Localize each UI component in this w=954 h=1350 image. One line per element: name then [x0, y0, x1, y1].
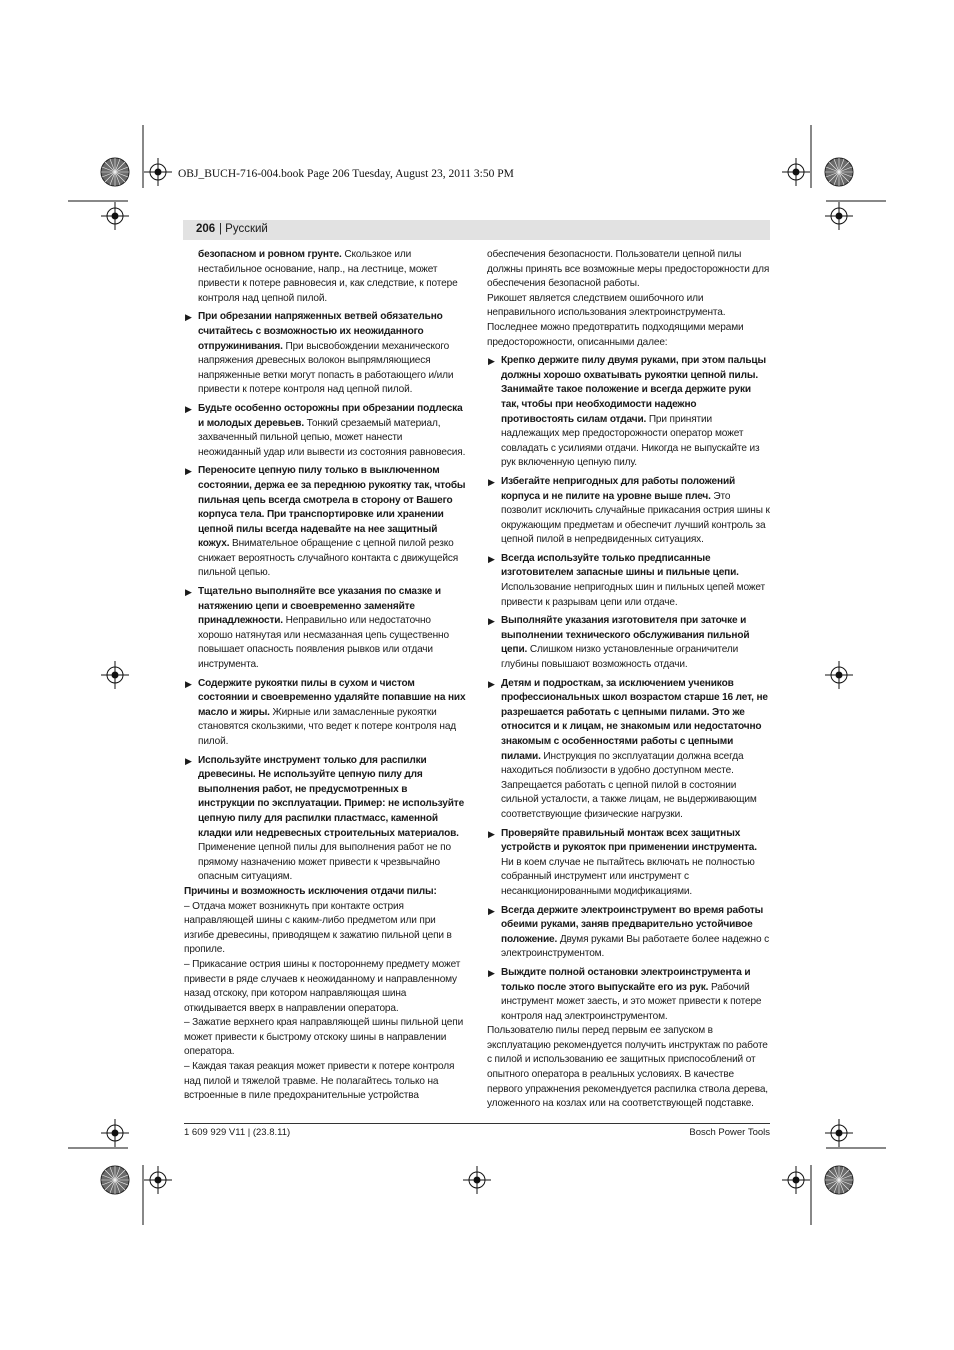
- dash-item: – Каждая такая реакция может привести к потере контроля над пилой и тяжелой травме. Не полагайтесь только на встроенные в пиле предохранительные устройства: [184, 1061, 455, 1102]
- footer-brand: Bosch Power Tools: [689, 1127, 770, 1138]
- bullet-icon: ▶: [185, 755, 192, 766]
- registration-rosette-icon: [101, 158, 129, 186]
- bullet-icon: ▶: [185, 403, 192, 414]
- registration-cross-icon: [101, 1119, 129, 1147]
- list-item: ▶ Переносите цепную пилу только в выключенном состоянии, держа ее за переднюю рукоятку так, чтобы пильная цепь всегда смотрела в сторону от Вашего корпуса тела. При транспортировке или хранении цепной пилы всегда надевайте на нее защитный кожух. Внимательное обращение с цепной пилой резко снижает вероятность случайного контакта с движущейся пильной цепью.: [185, 465, 466, 579]
- registration-rosette-icon: [825, 158, 853, 186]
- paragraph: безопасном и ровном грунте. Скользкое или нестабильное основание, напр., на лестнице, может привести к потере равновесия и, как следствие, к потере контроля над цепной пилой.: [198, 249, 458, 304]
- paragraph: обеспечения безопасности. Пользователи цепной пилы должны принять все возможные меры предосторожности для обеспечения безопасной работы.: [487, 249, 770, 290]
- list-item: ▶ Избегайте непригодных для работы положений корпуса и не пилите на уровне выше плеч. Это позволит исключить случайные прикасания острия шины к окружающим предметам и обеспечит лучший контроль за цепной пилой в непредвиденных ситуациях.: [488, 475, 770, 546]
- dash-item: – Прикасание острия шины к постороннему предмету может привести в ряде случаев к неожиданному и направленному назад отскоку, при котором направляющая шина откидывается вверх в направлении оператора.: [184, 958, 461, 1014]
- list-item: ▶ Тщательно выполняйте все указания по смазке и натяжению цепи и своевременно заменяйте принадлежности. Неправильно или недостаточно хорошо натянутая или несмазанная цепь существенно повышает опасность появления рывков или отдачи инструмента.: [185, 586, 449, 671]
- list-item: ▶ Выполняйте указания изготовителя при заточке и выполнении технического обслуживания пильной цепи. Слишком низко установленные ограничители глубины повышают возможность отдачи.: [488, 615, 750, 671]
- bullet-icon: ▶: [488, 967, 495, 978]
- registration-cross-icon: [825, 661, 853, 689]
- bullet-icon: ▶: [488, 616, 495, 627]
- language-label: | Русский: [219, 223, 268, 235]
- list-item: ▶ При обрезании напряженных ветвей обязательно считайтесь с возможностью их неожиданного отпружинивания. При высвобождении механического напряжения древесных волокон выпрямляющиеся напряженные ветки могут попасть в работающего и/или привести к потере контроля над цепной пилой.: [185, 311, 454, 396]
- page-number: 206: [196, 223, 216, 235]
- footer-doc-number: 1 609 929 V11 | (23.8.11): [184, 1127, 291, 1138]
- bullet-icon: ▶: [488, 476, 495, 487]
- registration-rosette-icon: [101, 1166, 129, 1194]
- registration-cross-icon: [101, 661, 129, 689]
- bullet-icon: ▶: [185, 466, 192, 477]
- registration-cross-icon: [144, 158, 172, 186]
- registration-cross-icon: [825, 1119, 853, 1147]
- list-item: ▶ Используйте инструмент только для распилки древесины. Не используйте цепную пилу для выполнения работ, не предусмотренных в инструкции по эксплуатации. Пример: не используйте цепную пилу для распилки пластмасс, каменной кладки или недревесных строительных материалов. Применение цепной пилы для выполнения работ не по прямому назначению может привести к чрезвычайно опасным ситуациям.: [185, 754, 465, 883]
- dash-item: – Отдача может возникнуть при контакте острия направляющей шины с каким-либо предметом или при изгибе древесины, приводящем к зажатию пильной цепи в пропиле.: [184, 900, 452, 956]
- bullet-icon: ▶: [185, 678, 192, 689]
- section-heading: Причины и возможность исключения отдачи пилы:: [184, 885, 437, 897]
- registration-rosette-icon: [825, 1166, 853, 1194]
- bullet-icon: ▶: [488, 828, 495, 839]
- bullet-icon: ▶: [488, 905, 495, 916]
- registration-cross-icon: [782, 158, 810, 186]
- list-item: ▶ Всегда используйте только предписанные изготовителем запасные шины и пильные цепи. Использование непригодных шин и пильных цепей может привести к разрывам цепи или отдаче.: [488, 552, 765, 608]
- list-item: ▶ Крепко держите пилу двумя руками, при этом пальцы должны хорошо охватывать рукоятки цепной пилы. Занимайте такое положение и всегда держите руки так, чтобы при необходимости надежно противостоять силам отдачи. При принятии надлежащих мер предосторожности оператор может совладать с усилиями отдачи. Никогда не выпускайте из рук включенную цепную пилу.: [488, 355, 766, 469]
- registration-cross-icon: [782, 1166, 810, 1194]
- list-item: ▶ Проверяйте правильный монтаж всех защитных устройств и рукояток при применении инструмента. Ни в коем случае не пытайтесь включать не полностью собранный инструмент или инструмент с несанкционированными модификациями.: [488, 827, 757, 897]
- list-item: ▶ Выждите полной остановки электроинструмента и только после этого выпускайте его из рук. Рабочий инструмент может заесть, и это может привести к потере контроля над электроинструментом.: [488, 966, 762, 1022]
- list-item: ▶ Содержите рукоятки пилы в сухом и чистом состоянии и своевременно удаляйте попавшие на них масло и жиры. Жирные или замасленные рукоятки становятся скользкими, что ведет к потере контроля над пилой.: [185, 677, 466, 747]
- bullet-icon: ▶: [488, 678, 495, 689]
- registration-cross-icon: [825, 202, 853, 230]
- list-item: ▶ Детям и подросткам, за исключением учеников профессиональных школ возрастом старше 16 лет, не разрешается работать с цепными пилами. Это же относится и к лицам, не знакомым или недостаточно знакомым с особенностями работы с цепными пилами. Инструкция по эксплуатации должна всегда находиться поблизости в удобно доступном месте. Запрещается работать с цепной пилой в состоянии сильной усталости, а также лицам, не выдерживающим соответствующие физические нагрузки.: [488, 677, 768, 820]
- print-info: OBJ_BUCH-716-004.book Page 206 Tuesday, August 23, 2011 3:50 PM: [178, 168, 514, 180]
- paragraph: Пользователю пилы перед первым ее запуском в эксплуатацию рекомендуется получить инструктаж по работе с пилой и использованию ее защитных приспособлений от опытного оператора в реальных условиях. В качестве первого упражнения рекомендуется распилка ствола дерева, уложенного на козлах или на соответствующей подставке.: [487, 1025, 768, 1110]
- registration-cross-icon: [101, 202, 129, 230]
- bullet-icon: ▶: [488, 553, 495, 564]
- registration-cross-icon: [144, 1166, 172, 1194]
- list-item: ▶ Всегда держите электроинструмент во время работы обеими руками, заняв предварительно устойчивое положение. Двумя руками Вы работаете более надежно с электроинструментом.: [488, 904, 769, 960]
- paragraph: Рикошет является следствием ошибочного или неправильного использования электроинструмента. Последнее можно предотвратить подходящими мерами предосторожности, описанными далее:: [487, 292, 744, 348]
- bullet-icon: ▶: [185, 312, 192, 323]
- registration-cross-icon: [463, 1166, 491, 1194]
- bullet-icon: ▶: [488, 356, 495, 367]
- dash-item: – Зажатие верхнего края направляющей шины пильной цепи может привести к быстрому отскоку шины в направлении оператора.: [184, 1017, 464, 1058]
- list-item: ▶ Будьте особенно осторожны при обрезании подлеска и молодых деревьев. Тонкий срезаемый материал, захваченный пильной цепью, может нанести неожиданный удар или вывести из состояния равновесия.: [185, 402, 466, 458]
- bullet-icon: ▶: [185, 587, 192, 598]
